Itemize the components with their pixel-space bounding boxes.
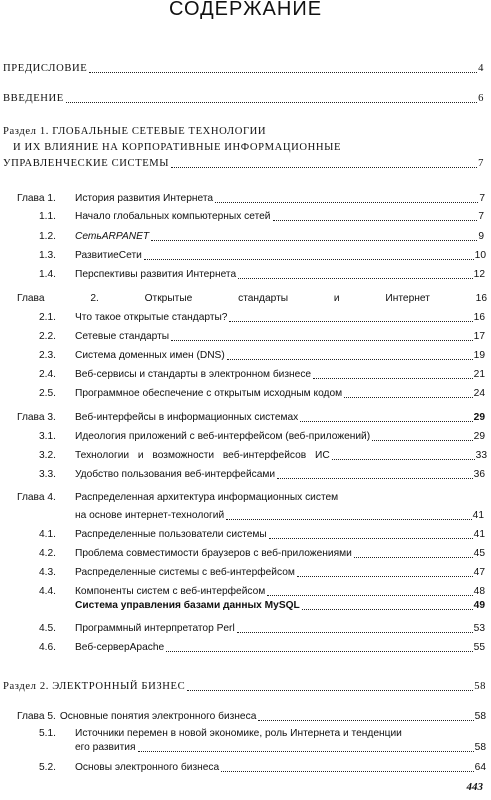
dot-leader bbox=[273, 210, 478, 221]
section-title: Идеология приложений с веб-интерфейсом (веб-приложений) bbox=[75, 431, 371, 442]
chapter-title-cont: на основе интернет-технологий bbox=[75, 510, 225, 521]
section-number: 1.2. bbox=[39, 231, 56, 242]
section-number: 3.2. bbox=[39, 450, 56, 461]
entry-page: 53 bbox=[473, 623, 485, 634]
chapter-title: Веб-интерфейсы в информационных системах bbox=[75, 412, 299, 423]
dot-leader bbox=[144, 249, 474, 260]
entry-title: Раздел 2. ЭЛЕКТРОННЫЙ БИЗНЕС bbox=[3, 681, 186, 692]
entry-page: 45 bbox=[473, 548, 485, 559]
toc-chapter-2 bbox=[17, 292, 487, 305]
chapter-number: Глава 1. bbox=[17, 193, 56, 204]
page-title: СОДЕРЖАНИЕ bbox=[168, 0, 323, 20]
toc-entry-preface bbox=[3, 62, 484, 75]
dot-leader bbox=[237, 622, 473, 633]
dot-leader bbox=[313, 368, 473, 379]
chapter-number: Глава 3. bbox=[17, 412, 56, 423]
toc-section bbox=[39, 349, 485, 362]
dot-leader bbox=[138, 741, 474, 752]
chapter-word: Открытые bbox=[144, 293, 193, 304]
section-number: 2.2. bbox=[39, 331, 56, 342]
entry-page: 7 bbox=[479, 193, 485, 204]
dot-leader bbox=[226, 509, 472, 520]
section-number: 3.1. bbox=[39, 431, 56, 442]
entry-title: УПРАВЛЕНЧЕСКИЕ СИСТЕМЫ bbox=[3, 158, 170, 169]
entry-page: 19 bbox=[473, 350, 485, 361]
toc-section bbox=[39, 566, 485, 579]
part-heading-line: И ИХ ВЛИЯНИЕ НА КОРПОРАТИВНЫЕ ИНФОРМАЦИОННЫЕ bbox=[13, 142, 342, 153]
section-title: Распределенные пользователи системы bbox=[75, 529, 267, 540]
section-title: Веб-сервисы и стандарты в электронном бизнесе bbox=[75, 369, 312, 380]
entry-page: 21 bbox=[473, 369, 485, 380]
toc-section bbox=[39, 449, 487, 462]
chapter-number: Глава 5. bbox=[17, 711, 56, 722]
toc-chapter-4-line2 bbox=[75, 509, 484, 522]
dot-leader bbox=[277, 468, 473, 479]
entry-page: 58 bbox=[474, 742, 486, 753]
section-number: 1.1. bbox=[39, 211, 56, 222]
section-title: СетьARPANET bbox=[75, 231, 150, 242]
entry-page: 7 bbox=[478, 158, 484, 169]
dot-leader bbox=[229, 311, 472, 322]
section-title: Сетевые стандарты bbox=[75, 331, 170, 342]
toc-section bbox=[39, 641, 485, 654]
chapter-title: Основные понятия электронного бизнеса bbox=[59, 711, 257, 722]
section-title: Веб-серверApache bbox=[75, 642, 165, 653]
toc-section bbox=[39, 528, 485, 541]
section-number: 2.1. bbox=[39, 312, 56, 323]
entry-page: 12 bbox=[473, 269, 485, 280]
entry-page: 24 bbox=[473, 388, 485, 399]
toc-section bbox=[39, 547, 485, 560]
section-number: 4.4. bbox=[39, 586, 56, 597]
dot-leader bbox=[300, 411, 472, 422]
dot-leader bbox=[171, 330, 473, 341]
toc-section bbox=[39, 268, 485, 281]
toc-chapter-5 bbox=[17, 710, 486, 723]
section-title: Программное обеспечение с открытым исходным кодом bbox=[75, 388, 343, 399]
toc-section bbox=[39, 585, 485, 598]
section-number: 4.1. bbox=[39, 529, 56, 540]
toc-chapter-4-line1 bbox=[17, 491, 338, 504]
section-title: Система доменных имен (DNS) bbox=[75, 350, 225, 361]
entry-page: 58 bbox=[474, 681, 486, 692]
toc-section bbox=[39, 230, 484, 243]
section-title: Удобство пользования веб-интерфейсами bbox=[75, 469, 276, 480]
section-number: 2.4. bbox=[39, 369, 56, 380]
toc-section bbox=[39, 210, 484, 223]
section-title: РазвитиеСети bbox=[75, 250, 142, 261]
page-number: 443 bbox=[466, 781, 483, 793]
dot-leader bbox=[151, 230, 477, 241]
dot-leader bbox=[66, 92, 477, 103]
entry-page: 47 bbox=[473, 567, 485, 578]
entry-page: 6 bbox=[478, 93, 484, 104]
dot-leader bbox=[344, 387, 473, 398]
toc-chapter-1 bbox=[17, 192, 485, 205]
dot-leader bbox=[269, 528, 473, 539]
dot-leader bbox=[187, 680, 473, 691]
dot-leader bbox=[302, 599, 473, 610]
toc-entry-intro bbox=[3, 92, 484, 105]
section-title: Перспективы развития Интернета bbox=[75, 269, 237, 280]
chapter-title: История развития Интернета bbox=[75, 193, 214, 204]
section-title: Источники перемен в новой экономике, роль Интернета и тенденции bbox=[75, 728, 402, 739]
entry-page: 29 bbox=[473, 412, 485, 423]
section-number: 4.5. bbox=[39, 623, 56, 634]
entry-title: ВВЕДЕНИЕ bbox=[3, 93, 64, 104]
toc-section bbox=[39, 622, 485, 635]
dot-leader bbox=[238, 268, 473, 279]
section-title: Распределенные системы с веб-интерфейсом bbox=[75, 567, 295, 578]
section-number: 5.2. bbox=[39, 762, 56, 773]
entry-page: 33 bbox=[475, 450, 487, 461]
section-number: 4.2. bbox=[39, 548, 56, 559]
toc-section bbox=[39, 387, 485, 400]
chapter-number: Глава 4. bbox=[17, 492, 56, 503]
chapter-word: Интернет bbox=[385, 293, 430, 304]
dot-leader bbox=[332, 449, 475, 460]
chapter-word: 2. bbox=[90, 293, 99, 304]
dot-leader bbox=[215, 192, 478, 203]
toc-section bbox=[39, 468, 485, 481]
part-heading-line: Раздел 1. ГЛОБАЛЬНЫЕ СЕТЕВЫЕ ТЕХНОЛОГИИ bbox=[3, 126, 267, 137]
toc-section bbox=[39, 330, 485, 343]
entry-page: 10 bbox=[474, 250, 486, 261]
toc-entry-part2 bbox=[3, 680, 486, 693]
entry-page: 29 bbox=[473, 431, 485, 442]
dot-leader bbox=[297, 566, 473, 577]
toc-section bbox=[39, 430, 485, 443]
toc-section-5-1-line1 bbox=[39, 727, 402, 740]
entry-page: 41 bbox=[472, 510, 484, 521]
section-number: 1.4. bbox=[39, 269, 56, 280]
section-number: 1.3. bbox=[39, 250, 56, 261]
section-number: 2.3. bbox=[39, 350, 56, 361]
toc-entry-part1 bbox=[3, 157, 484, 170]
section-title: Что такое открытые стандарты? bbox=[75, 312, 228, 323]
section-number: 4.3. bbox=[39, 567, 56, 578]
dot-leader bbox=[89, 62, 477, 73]
chapter-word: стандарты bbox=[238, 293, 289, 304]
entry-page: 16 bbox=[475, 293, 487, 304]
section-title-cont: его развития bbox=[75, 742, 136, 753]
entry-page: 9 bbox=[478, 231, 484, 242]
toc-section-5-1-line2 bbox=[75, 741, 486, 754]
entry-page: 64 bbox=[474, 762, 486, 773]
section-title: Начало глобальных компьютерных сетей bbox=[75, 211, 271, 222]
chapter-word: Глава bbox=[17, 293, 45, 304]
dot-leader bbox=[221, 761, 473, 772]
section-title: Система управления базами данных MySQL bbox=[75, 600, 300, 611]
entry-page: 58 bbox=[474, 711, 486, 722]
entry-page: 36 bbox=[473, 469, 485, 480]
toc-section bbox=[39, 761, 486, 774]
entry-page: 55 bbox=[473, 642, 485, 653]
dot-leader bbox=[354, 547, 473, 558]
section-title: Компоненты систем с веб-интерфейсом bbox=[75, 586, 266, 597]
entry-page: 4 bbox=[478, 63, 484, 74]
entry-page: 41 bbox=[473, 529, 485, 540]
section-number: 4.6. bbox=[39, 642, 56, 653]
chapter-title: Распределенная архитектура информационных систем bbox=[75, 492, 339, 503]
section-number: 2.5. bbox=[39, 388, 56, 399]
entry-page: 48 bbox=[473, 586, 485, 597]
toc-section bbox=[39, 249, 486, 262]
entry-page: 7 bbox=[478, 211, 484, 222]
dot-leader bbox=[171, 157, 477, 168]
dot-leader bbox=[166, 641, 472, 652]
chapter-word: и bbox=[333, 293, 340, 304]
entry-page: 16 bbox=[473, 312, 485, 323]
toc-section bbox=[39, 311, 485, 324]
section-title: Программный интерпретатор Perl bbox=[75, 623, 235, 634]
toc-subsection bbox=[75, 599, 485, 612]
entry-title: ПРЕДИСЛОВИЕ bbox=[3, 63, 88, 74]
dot-leader bbox=[267, 585, 472, 596]
dot-leader bbox=[227, 349, 473, 360]
section-title: Основы электронного бизнеса bbox=[75, 762, 220, 773]
entry-page: 49 bbox=[473, 600, 485, 611]
dot-leader bbox=[372, 430, 473, 441]
toc-section bbox=[39, 368, 485, 381]
section-number: 5.1. bbox=[39, 728, 56, 739]
section-title: Технологии и возможности веб-интерфейсов ИС bbox=[75, 450, 330, 461]
toc-chapter-3 bbox=[17, 411, 485, 424]
section-title: Проблема совместимости браузеров с веб-приложениями bbox=[75, 548, 352, 559]
dot-leader bbox=[258, 710, 473, 721]
section-number: 3.3. bbox=[39, 469, 56, 480]
entry-page: 17 bbox=[473, 331, 485, 342]
